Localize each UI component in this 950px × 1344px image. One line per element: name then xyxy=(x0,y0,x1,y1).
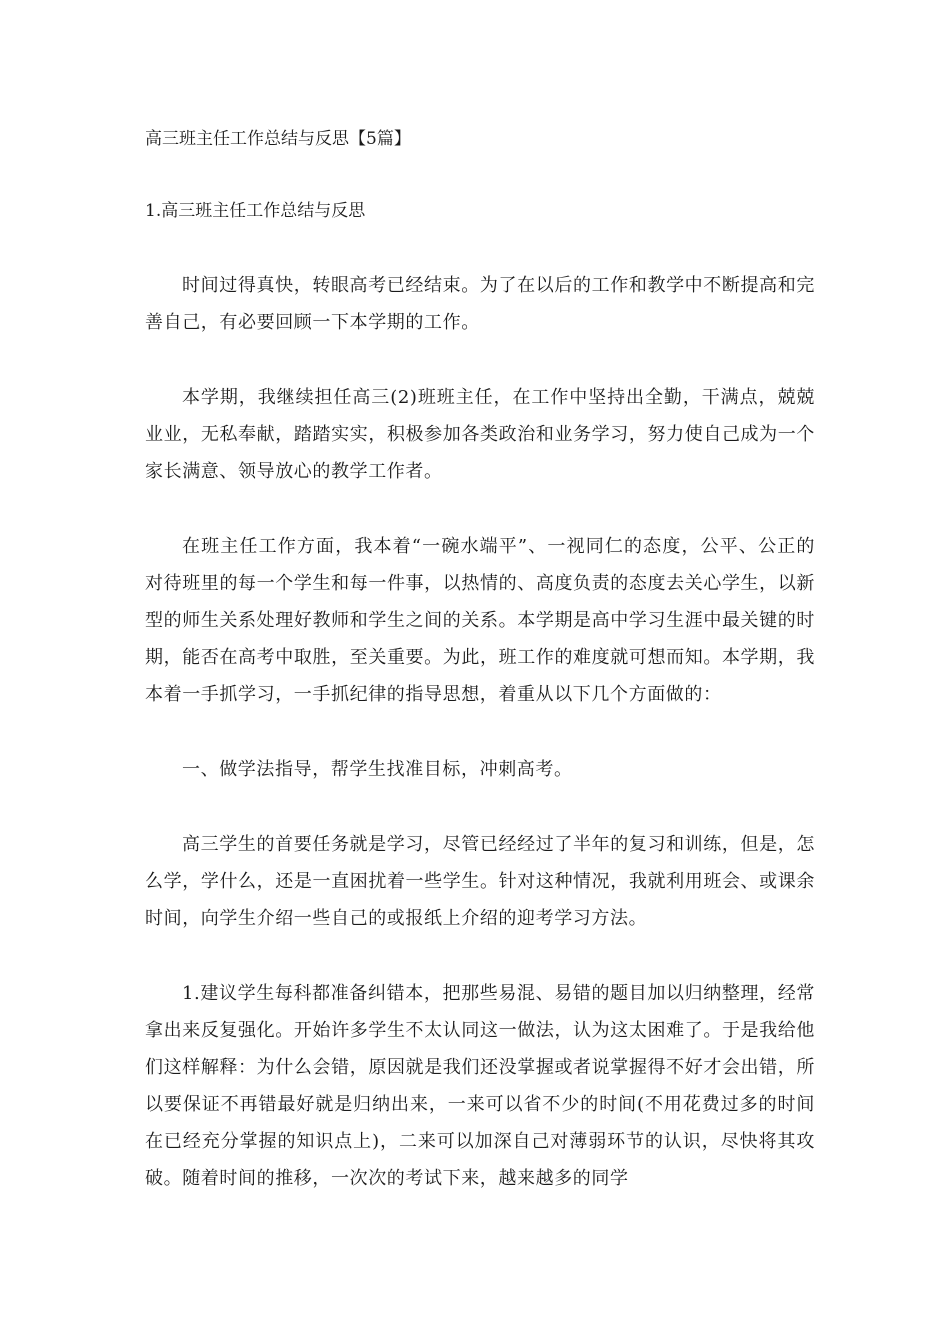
paragraph-6: 1.建议学生每科都准备纠错本，把那些易混、易错的题目加以归纳整理，经常拿出来反复强化。开始许多学生不太认同这一做法，认为这太困难了。于是我给他们这样解释：为什么会错，原因就是我们还没掌握或者说掌握得不好才会出错，所以要保证不再错最好就是归纳出来，一来可以省不少的时间(不用花费过多的时间在已经充分掌握的知识点上)，二来可以加深自己对薄弱环节的认识，尽快将其攻破。随着时间的推移，一次次的考试下来，越来越多的同学 xyxy=(145,983,815,1189)
document-title: 高三班主任工作总结与反思【5篇】 xyxy=(145,129,411,149)
paragraph-2: 本学期，我继续担任高三(2)班班主任，在工作中坚持出全勤，干满点，兢兢业业，无私奉献，踏踏实实，积极参加各类政治和业务学习，努力使自己成为一个家长满意、领导放心的教学工作者。 xyxy=(145,387,815,482)
paragraph-3: 在班主任工作方面，我本着“一碗水端平”、一视同仁的态度，公平、公正的对待班里的每一个学生和每一件事，以热情的、高度负责的态度去关心学生，以新型的师生关系处理好教师和学生之间的关系。本学期是高中学习生涯中最关键的时期，能否在高考中取胜，至关重要。为此，班工作的难度就可想而知。本学期，我本着一手抓学习，一手抓纪律的指导思想，着重从以下几个方面做的： xyxy=(145,536,815,705)
paragraph-1: 时间过得真快，转眼高考已经结束。为了在以后的工作和教学中不断提高和完善自己，有必要回顾一下本学期的工作。 xyxy=(145,275,815,333)
document-page xyxy=(145,126,815,1197)
paragraph-4: 一、做学法指导，帮学生找准目标，冲刺高考。 xyxy=(182,759,573,780)
paragraph-5: 高三学生的首要任务就是学习，尽管已经经过了半年的复习和训练，但是，怎么学，学什么，还是一直困扰着一些学生。针对这种情况，我就利用班会、或课余时间，向学生介绍一些自己的或报纸上介绍的迎考学习方法。 xyxy=(145,834,815,929)
section-heading: 1.高三班主任工作总结与反思 xyxy=(145,201,366,221)
